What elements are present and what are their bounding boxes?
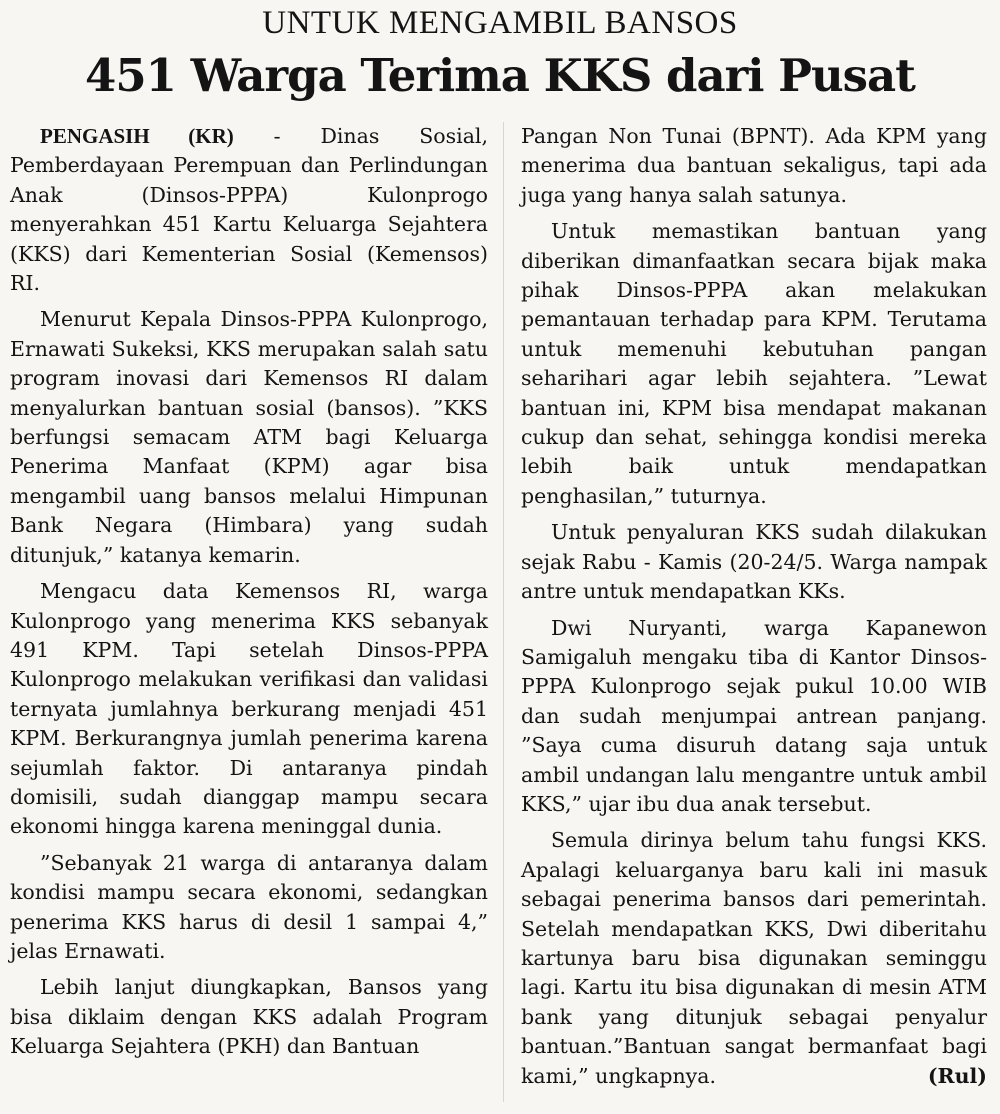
paragraph: Dwi Nuryanti, warga Kapanewon Samigaluh mengaku tiba di Kantor Dinsos-PPPA Kulonprogo sejak pukul 10.00 WIB dan sudah menjumpai antrean panjang. ”Saya cuma disuruh datang saja untuk ambil undangan lalu mengantre untuk ambil KKS,” ujar ibu dua anak tersebut. xyxy=(521,615,987,816)
dateline-separator: - xyxy=(233,124,321,148)
column-divider xyxy=(503,122,504,1102)
headline: 451 Warga Terima KKS dari Pusat xyxy=(85,49,915,102)
paragraph: ”Sebanyak 21 warga di antaranya dalam kondisi mampu secara ekonomi, sedangkan penerima KKS harus di desil 1 sampai 4,” jelas Ernawati. xyxy=(10,850,488,963)
paragraph: Untuk memastikan bantuan yang diberikan dimanfaatkan secara bijak maka pihak Dinsos-PPPA akan melakukan pemantauan terhadap para KPM. Terutama untuk memenuhi kebutuhan pangan seharihari agar lebih sejahtera. ”Lewat bantuan ini, KPM bisa mendapat makanan cukup dan sehat, sehingga kondisi mereka lebih baik untuk mendapatkan penghasilan,” tuturnya. xyxy=(521,219,987,508)
kicker: UNTUK MENGAMBIL BANSOS xyxy=(262,5,738,41)
column-right xyxy=(521,122,987,1098)
paragraph xyxy=(10,122,488,298)
paragraph: Pangan Non Tunai (BPNT). Ada KPM yang menerima dua bantuan sekaligus, tapi ada juga yang hanya salah satunya. xyxy=(521,124,987,207)
byline: (Rul) xyxy=(927,1063,987,1088)
column-left xyxy=(10,122,488,1069)
paragraph: Menurut Kepala Dinsos-PPPA Kulonprogo, Ernawati Sukeksi, KKS merupakan salah satu program inovasi dari Kemensos RI dalam menyalurkan bantuan sosial (bansos). ”KKS berfungsi semacam ATM bagi Keluarga Penerima Manfaat (KPM) agar bisa mengambil uang bansos melalui Himpunan Bank Negara (Himbara) yang sudah ditunjuk,” katanya kemarin. xyxy=(10,307,488,567)
paragraph: Lebih lanjut diungkapkan, Bansos yang bisa diklaim dengan KKS adalah Program Keluarga Sejahtera (PKH) dan Bantuan xyxy=(10,975,488,1059)
paragraph-text: Semula dirinya belum tahu fungsi KKS. Apalagi keluarganya baru kali ini masuk sebagai penerima bansos dari pemerintah. Setelah mendapatkan KKS, Dwi diberitahu kartunya baru bisa digunakan seminggu lagi. Kartu itu bisa digunakan di mesin ATM bank yang ditunjuk sebagai penyalur bantuan.”Bantuan sangat bermanfaat bagi kami,” ungkapnya. xyxy=(521,828,987,1088)
paragraph xyxy=(521,826,987,1091)
paragraph-text: Dinas Sosial, Pemberdayaan Perempuan dan Perlindungan Anak (Dinsos-PPPA) Kulonprogo menyerahkan 451 Kartu Keluarga Sejahtera (KKS) dari Kementerian Sosial (Kemensos) RI. xyxy=(10,124,488,296)
paragraph: Mengacu data Kemensos RI, warga Kulonprogo yang menerima KKS sebanyak 491 KPM. Tapi setelah Dinsos-PPPA Kulonprogo melakukan verifikasi dan validasi ternyata jumlahnya berkurang menjadi 451 KPM. Berkurangnya jumlah penerima karena sejumlah faktor. Di antaranya pindah domisili, sudah dianggap mampu secara ekonomi hingga karena meninggal dunia. xyxy=(10,579,488,839)
dateline: PENGASIH (KR) xyxy=(40,124,234,148)
paragraph: Untuk penyaluran KKS sudah dilakukan sejak Rabu - Kamis (20-24/5. Warga nampak antre untuk mendapatkan KKs. xyxy=(521,520,987,604)
